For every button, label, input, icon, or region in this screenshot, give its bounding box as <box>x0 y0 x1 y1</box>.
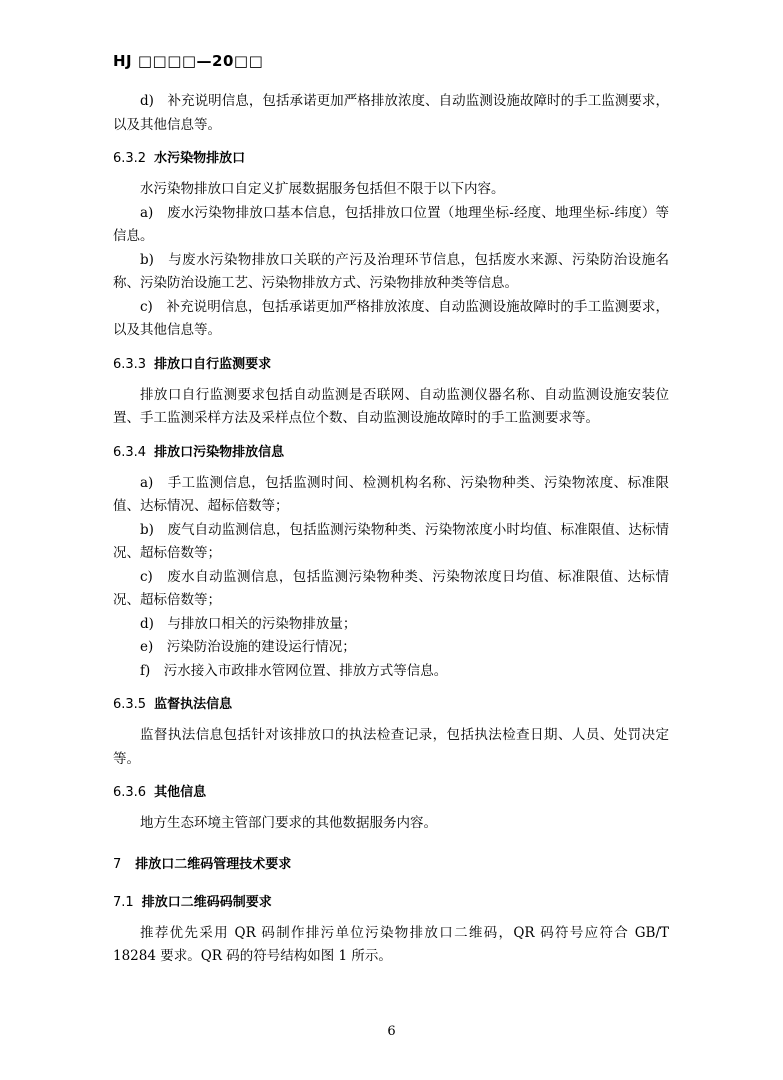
paragraph: 水污染物排放口自定义扩展数据服务包括但不限于以下内容。 <box>140 181 505 197</box>
section-heading-6-3-2 <box>113 148 669 170</box>
list-item: c) 补充说明信息，包括承诺更加严格排放浓度、自动监测设施故障时的手工监测要求，以及其他信息等。 <box>113 298 669 338</box>
section-heading-6-3-6 <box>113 782 669 804</box>
paragraph: 排放口自行监测要求包括自动监测是否联网、自动监测仪器名称、自动监测设施安装位置、手工监测采样方法及采样点位个数、自动监测设施故障时的手工监测要求等。 <box>113 386 669 426</box>
section-number: 6.3.2 <box>113 151 147 166</box>
section-number: 7.1 <box>113 894 134 910</box>
page-number: 6 <box>387 1024 396 1039</box>
list-item: a) 废水污染物排放口基本信息，包括排放口位置（地理坐标-经度、地理坐标-纬度）等信息。 <box>113 204 669 244</box>
section-heading-6-3-3 <box>113 354 669 376</box>
list-item: b) 废气自动监测信息，包括监测污染物种类、污染物浓度小时均值、标准限值、达标情况、超标倍数等； <box>113 521 669 561</box>
list-item: a) 手工监测信息，包括监测时间、检测机构名称、污染物种类、污染物浓度、标准限值、达标情况、超标倍数等； <box>113 474 669 514</box>
section-title: 其他信息 <box>154 785 207 800</box>
section-title: 排放口污染物排放信息 <box>154 444 285 460</box>
list-item: d) 与排放口相关的污染物排放量； <box>140 615 357 632</box>
paragraph: 推荐优先采用 QR 码制作排污单位污染物排放口二维码，QR 码符号应符合 GB/T 18284 要求。QR 码的符号结构如图 1 所示。 <box>113 924 669 964</box>
list-item: e) 污染防治设施的建设运行情况； <box>140 639 356 655</box>
list-item: c) 废水自动监测信息，包括监测污染物种类、污染物浓度日均值、标准限值、达标情况、超标倍数等； <box>113 568 669 608</box>
paragraph: 监督执法信息包括针对该排放口的执法检查记录，包括执法检查日期、人员、处罚决定等。 <box>113 727 669 767</box>
paragraph: d) 补充说明信息，包括承诺更加严格排放浓度、自动监测设施故障时的手工监测要求，以及其他信息等。 <box>113 93 669 133</box>
section-number: 6.3.4 <box>113 444 147 460</box>
paragraph: 地方生态环境主管部门要求的其他数据服务内容。 <box>140 815 437 831</box>
chapter-number: 7 <box>113 856 122 872</box>
section-heading-6-3-5 <box>113 694 669 716</box>
chapter-heading-7 <box>113 854 669 876</box>
document-body <box>113 90 669 969</box>
list-item: f) 污水接入市政排水管网位置、排放方式等信息。 <box>140 662 448 679</box>
section-title: 监督执法信息 <box>154 697 233 712</box>
chapter-title: 排放口二维码管理技术要求 <box>135 856 292 872</box>
section-number: 6.3.3 <box>113 356 147 372</box>
section-number: 6.3.6 <box>113 785 147 800</box>
list-item: b) 与废水污染物排放口关联的产污及治理环节信息，包括废水来源、污染防治设施名称、污染防治设施工艺、污染物排放方式、污染物排放种类等信息。 <box>113 251 669 291</box>
section-title: 排放口二维码码制要求 <box>141 894 272 910</box>
section-heading-6-3-4 <box>113 442 669 464</box>
section-title: 排放口自行监测要求 <box>154 356 272 372</box>
section-heading-7-1 <box>113 892 669 914</box>
section-number: 6.3.5 <box>113 697 147 712</box>
document-header: HJ □□□□—20□□ <box>113 52 264 70</box>
section-title: 水污染物排放口 <box>154 151 246 166</box>
